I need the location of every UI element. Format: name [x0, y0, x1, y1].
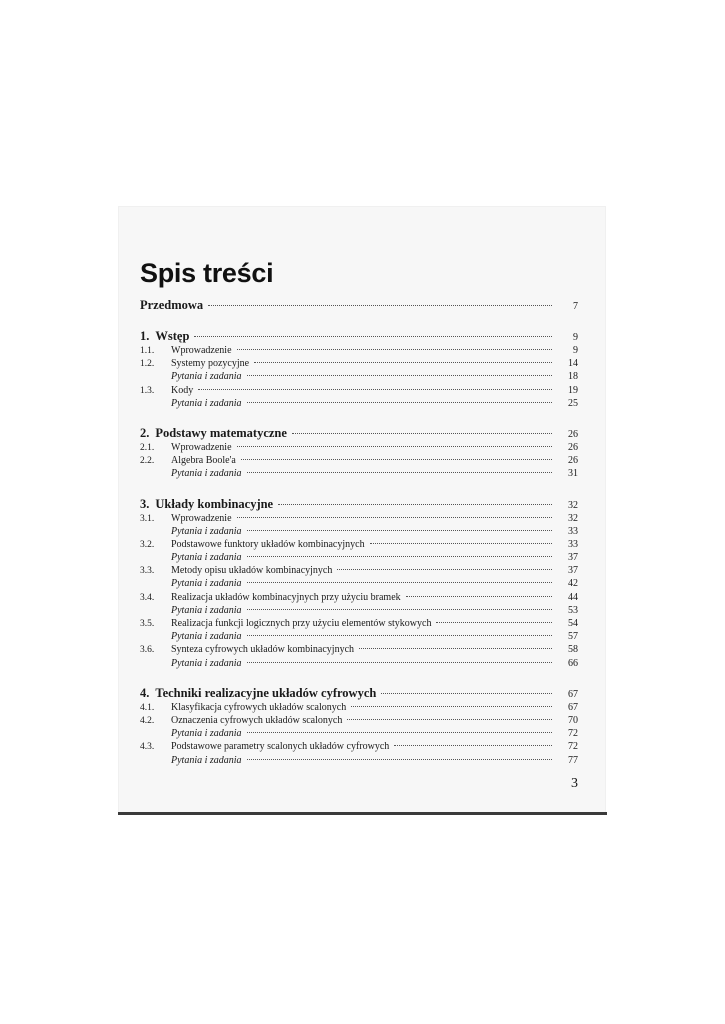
toc-gap — [140, 670, 578, 686]
dot-leader — [292, 432, 552, 434]
dot-leader — [247, 581, 552, 583]
toc-section-number: 1.3. — [140, 385, 155, 396]
toc-questions — [140, 754, 578, 767]
toc-entry-title: Wprowadzenie — [171, 512, 232, 524]
toc-entry-title: Podstawowe parametry scalonych układów cyfrowych — [171, 741, 390, 753]
toc-section-number: 4.2. — [140, 715, 155, 726]
toc-chapter-number: 2. — [140, 425, 150, 440]
toc-section-number: 4.1. — [140, 702, 155, 713]
toc-section — [140, 564, 578, 577]
toc-questions — [140, 577, 578, 590]
toc-page-number: 26 — [568, 428, 578, 440]
dot-leader — [247, 529, 552, 531]
dot-leader — [254, 361, 552, 363]
toc-questions — [140, 467, 578, 480]
toc-entry-title: Pytania i zadania — [171, 525, 242, 537]
toc-gap — [140, 481, 578, 497]
toc-page-number: 25 — [568, 397, 578, 409]
toc-entry-title: Wprowadzenie — [171, 441, 232, 453]
toc-section-number: 3.3. — [140, 566, 155, 577]
toc-entry-title: Podstawowe funktory układów kombinacyjnych — [171, 538, 365, 550]
dot-leader — [247, 555, 552, 557]
toc-page-number: 7 — [573, 301, 578, 312]
dot-leader — [198, 388, 552, 390]
toc-chapter — [140, 426, 578, 441]
toc-section-number: 1.1. — [140, 346, 155, 356]
dot-leader — [247, 634, 552, 636]
scan-edge-shadow — [118, 812, 607, 815]
toc-questions — [140, 604, 578, 617]
toc-questions — [140, 630, 578, 643]
toc-page-number: 9 — [573, 345, 578, 356]
toc-page-number: 66 — [568, 657, 578, 669]
toc-entry-title: Realizacja funkcji logicznych przy użyciu elementów stykowych — [171, 618, 432, 629]
toc-entry-title: Klasyfikacja cyfrowych układów scalonych — [171, 701, 347, 713]
dot-leader — [406, 595, 552, 597]
toc-section — [140, 384, 578, 397]
toc-questions — [140, 525, 578, 538]
toc-section-number: 3.1. — [140, 513, 155, 524]
toc-page-number: 54 — [568, 618, 578, 629]
toc-entry-title: Pytania i zadania — [171, 371, 242, 383]
dot-leader — [208, 304, 552, 306]
dot-leader — [237, 445, 552, 447]
toc-section-number: 1.2. — [140, 359, 155, 370]
toc-questions — [140, 397, 578, 410]
toc-chapter-number: 1. — [140, 329, 150, 343]
toc-chapter-number: 4. — [140, 685, 150, 700]
toc-page-number: 26 — [568, 455, 578, 467]
toc-entry-title: Wprowadzenie — [171, 345, 232, 356]
toc-section — [140, 357, 578, 370]
toc-chapter-number: 3. — [140, 496, 150, 511]
dot-leader — [359, 647, 552, 649]
toc-entry-title: Metody opisu układów kombinacyjnych — [171, 565, 333, 577]
toc-page-number: 31 — [568, 468, 578, 480]
toc-entry-title: Oznaczenia cyfrowych układów scalonych — [171, 714, 343, 726]
toc-entry-title: Przedmowa — [140, 298, 204, 312]
dot-leader — [247, 374, 552, 376]
toc-chapter — [140, 329, 578, 344]
toc-section-number: 3.2. — [140, 539, 155, 550]
toc-chapter — [140, 497, 578, 512]
toc-entry-title: Pytania i zadania — [171, 604, 242, 616]
dot-leader — [247, 731, 552, 733]
dot-leader — [394, 744, 552, 746]
toc-entry-title: Pytania i zadania — [171, 657, 242, 669]
toc-section-number: 2.1. — [140, 442, 155, 453]
toc-entry-title: Realizacja układów kombinacyjnych przy użyciu bramek — [171, 591, 401, 603]
toc-questions — [140, 551, 578, 564]
dot-leader — [237, 348, 552, 350]
dot-leader — [247, 661, 552, 663]
toc-section-number: 3.5. — [140, 619, 155, 629]
toc-entry-title: Algebra Boole'a — [171, 455, 236, 467]
toc-page-number: 67 — [568, 688, 578, 700]
dot-leader — [278, 503, 552, 505]
toc-page-number: 42 — [568, 578, 578, 590]
dot-leader — [247, 471, 552, 473]
dot-leader — [247, 401, 552, 403]
toc-section — [140, 454, 578, 467]
toc-gap — [140, 313, 578, 329]
toc-page-number: 67 — [568, 701, 578, 713]
toc-page-number: 18 — [568, 371, 578, 383]
toc-entry-title: Pytania i zadania — [171, 728, 242, 740]
toc-page-number: 72 — [568, 728, 578, 740]
dot-leader — [347, 718, 552, 720]
dot-leader — [247, 608, 552, 610]
toc-entry-title: Pytania i zadania — [171, 631, 242, 643]
toc-section — [140, 714, 578, 727]
toc-questions — [140, 657, 578, 670]
toc-section-number: 4.3. — [140, 742, 155, 753]
toc-page-number: 14 — [568, 358, 578, 370]
toc-chapter — [140, 686, 578, 701]
toc-section — [140, 740, 578, 753]
toc-page-number: 58 — [568, 644, 578, 656]
toc-entry-title: Układy kombinacyjne — [155, 496, 274, 511]
toc-page-number: 77 — [568, 754, 578, 766]
toc-page-number: 72 — [568, 741, 578, 753]
toc-section — [140, 538, 578, 551]
toc-section — [140, 441, 578, 454]
toc-chapter — [140, 298, 578, 313]
toc-section — [140, 643, 578, 656]
toc-questions — [140, 370, 578, 383]
toc-entry-title: Kody — [171, 384, 194, 396]
toc-section-number: 2.2. — [140, 456, 155, 467]
toc-page-number: 33 — [568, 525, 578, 537]
toc-entry-title: Techniki realizacyjne układów cyfrowych — [155, 685, 377, 700]
toc-section — [140, 512, 578, 525]
toc-entry-title: Pytania i zadania — [171, 578, 242, 590]
toc-entry-title: Pytania i zadania — [171, 468, 242, 480]
dot-leader — [241, 458, 552, 460]
toc-page-number: 9 — [573, 332, 578, 343]
dot-leader — [337, 568, 552, 570]
toc-section-number: 3.4. — [140, 592, 155, 603]
dot-leader — [381, 692, 552, 694]
toc-page-number: 32 — [568, 499, 578, 511]
dot-leader — [247, 758, 552, 760]
toc-entry-title: Wstęp — [155, 329, 190, 343]
toc-entry-title: Pytania i zadania — [171, 754, 242, 766]
toc-section — [140, 701, 578, 714]
dot-leader — [194, 335, 552, 337]
toc-section — [140, 344, 578, 357]
toc-page-number: 32 — [568, 512, 578, 524]
toc-gap — [140, 410, 578, 426]
dot-leader — [237, 516, 552, 518]
toc-page-number: 37 — [568, 552, 578, 564]
dot-leader — [436, 621, 552, 623]
table-of-contents — [140, 298, 578, 767]
toc-entry-title: Pytania i zadania — [171, 552, 242, 564]
toc-page-number: 57 — [568, 631, 578, 643]
toc-entry-title: Podstawy matematyczne — [155, 425, 287, 440]
toc-page-number: 26 — [568, 441, 578, 453]
toc-page-number: 44 — [568, 591, 578, 603]
toc-entry-title: Pytania i zadania — [171, 397, 242, 409]
dot-leader — [351, 705, 552, 707]
toc-page-number: 70 — [568, 714, 578, 726]
toc-entry-title: Synteza cyfrowych układów kombinacyjnych — [171, 644, 355, 656]
dot-leader — [370, 542, 552, 544]
toc-section-number: 3.6. — [140, 645, 155, 656]
page-number: 3 — [571, 776, 578, 791]
toc-entry-title: Systemy pozycyjne — [171, 358, 250, 370]
toc-section — [140, 591, 578, 604]
page-title: Spis treści — [140, 258, 274, 289]
toc-questions — [140, 727, 578, 740]
toc-page-number: 37 — [568, 565, 578, 577]
toc-page-number: 19 — [568, 384, 578, 396]
toc-section — [140, 617, 578, 630]
toc-page-number: 33 — [568, 538, 578, 550]
toc-page-number: 53 — [568, 604, 578, 616]
